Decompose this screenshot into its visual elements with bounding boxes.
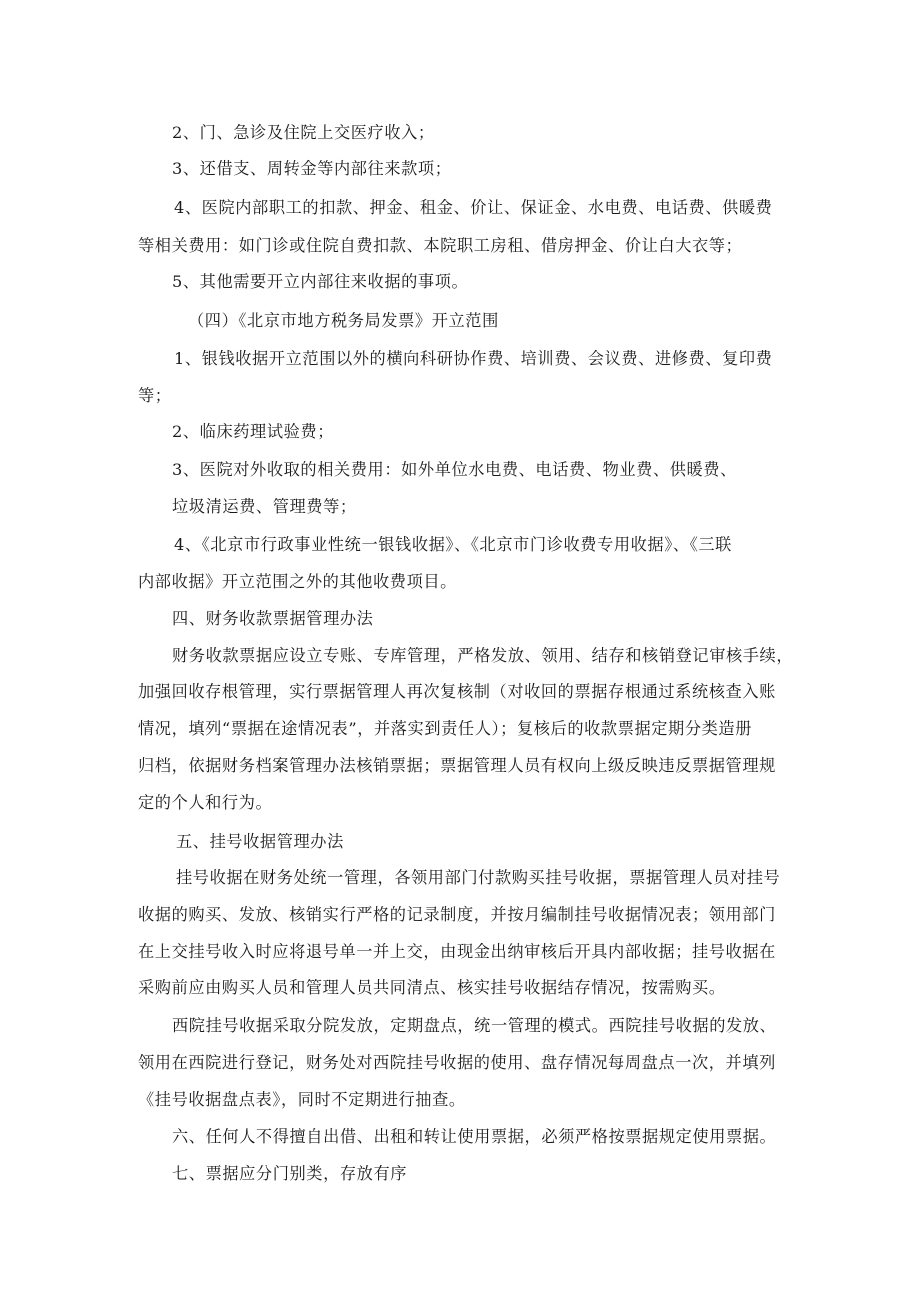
text-line: 等； (138, 386, 172, 405)
text-line: 财务收款票据应设立专账、专库管理，严格发放、领用、结存和核销登记审核手续， (172, 646, 794, 665)
text-line: 定的个人和行为。 (138, 793, 273, 812)
text-line: 加强回收存根管理，实行票据管理人再次复核制（对收回的票据存根通过系统核查入账 (138, 682, 776, 701)
text-line: 归档，依据财务档案管理办法核销票据；票据管理人员有权向上级反映违反票据管理规 (138, 756, 776, 775)
text-line: 1、银钱收据开立范围以外的横向科研协作费、培训费、会议费、进修费、复印费 (174, 349, 773, 368)
text-line: 2、门、急诊及住院上交医疗收入； (172, 123, 435, 142)
text-line: 5、其他需要开立内部往来收据的事项。 (172, 272, 469, 291)
text-line: 4、《北京市行政事业性统一银钱收据》、《北京市门诊收费专用收据》、《三联 (174, 535, 732, 554)
text-line: 在上交挂号收入时应将退号单一并上交，由现金出纳审核后开具内部收据；挂号收据在 (138, 942, 776, 961)
text-line: 2、临床药理试验费； (172, 422, 334, 441)
text-line: 情况，填列“票据在途情况表”，并落实到责任人）；复核后的收款票据定期分类造册 (138, 719, 752, 738)
text-line: 挂号收据在财务处统一管理，各领用部门付款购买挂号收据，票据管理人员对挂号 (176, 868, 781, 887)
text-line: 垃圾清运费、管理费等； (172, 497, 357, 516)
text-line: 西院挂号收据采取分院发放，定期盘点，统一管理的模式。西院挂号收据的发放、 (172, 1016, 777, 1035)
text-line: 3、医院对外收取的相关费用：如外单位水电费、电话费、物业费、供暖费、 (172, 460, 737, 479)
section-heading: （四）《北京市地方税务局发票》开立范围 (188, 311, 499, 330)
section-heading: 六、任何人不得擅自出借、出租和转让使用票据，必须严格按票据规定使用票据。 (172, 1127, 777, 1146)
text-line: 领用在西院进行登记，财务处对西院挂号收据的使用、盘存情况每周盘点一次，并填列 (138, 1053, 776, 1072)
text-line: 等相关费用：如门诊或住院自费扣款、本院职工房租、借房押金、价让白大衣等； (138, 236, 743, 255)
text-line: 采购前应由购买人员和管理人员共同清点、核实挂号收据结存情况，按需购买。 (138, 978, 726, 997)
section-heading: 五、挂号收据管理办法 (176, 832, 344, 851)
text-line: 《挂号收据盘点表》，同时不定期进行抽查。 (138, 1090, 466, 1109)
text-line: 3、还借支、周转金等内部往来款项； (172, 159, 452, 178)
section-heading: 四、财务收款票据管理办法 (172, 609, 374, 628)
section-heading: 七、票据应分门别类，存放有序 (172, 1164, 408, 1183)
text-line: 内部收据》开立范围之外的其他收费项目。 (138, 572, 457, 591)
text-line: 4、医院内部职工的扣款、押金、租金、价让、保证金、水电费、电话费、供暖费 (174, 198, 773, 217)
text-line: 收据的购买、发放、核销实行严格的记录制度，并按月编制挂号收据情况表；领用部门 (138, 905, 776, 924)
